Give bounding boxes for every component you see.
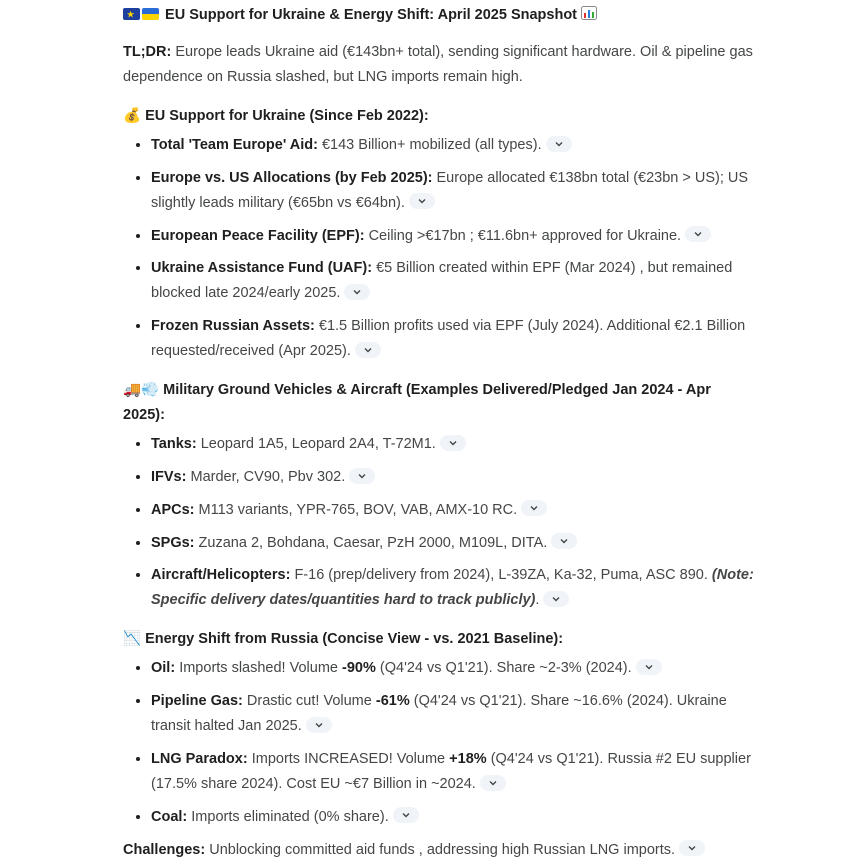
page-title bbox=[123, 3, 755, 28]
item-stat: +18% bbox=[449, 750, 487, 767]
chevron-down-icon bbox=[357, 472, 367, 480]
chevron-down-icon bbox=[314, 721, 324, 729]
money-bag-icon: 💰 bbox=[123, 108, 142, 124]
list-item bbox=[151, 224, 755, 249]
item-note: (Note: Specific delivery dates/quantities hard to track publicly) bbox=[151, 567, 754, 609]
item-label: Total 'Team Europe' Aid: bbox=[151, 137, 318, 153]
response-content bbox=[123, 0, 755, 863]
bar-chart-icon bbox=[581, 6, 597, 20]
source-chevron-button[interactable] bbox=[685, 226, 711, 242]
item-text: €5 Billion created within EPF (Mar 2024) , but remained blocked late 2024/early 2025. bbox=[151, 260, 733, 302]
item-label: Aircraft/Helicopters: bbox=[151, 567, 291, 584]
chevron-down-icon bbox=[687, 844, 697, 852]
list-item bbox=[151, 498, 755, 523]
chevron-down-icon bbox=[554, 140, 564, 148]
item-note-end: . bbox=[535, 592, 540, 609]
source-chevron-button[interactable] bbox=[480, 775, 506, 791]
item-label: LNG Paradox: bbox=[151, 750, 248, 767]
chevron-down-icon bbox=[417, 197, 427, 205]
list-item bbox=[151, 166, 755, 216]
section-heading-text: Military Ground Vehicles & Aircraft (Examples Delivered/Pledged Jan 2024 - Apr 2025): bbox=[123, 382, 711, 424]
list-item bbox=[151, 563, 755, 613]
list-item bbox=[151, 465, 755, 490]
title-text: EU Support for Ukraine & Energy Shift: April 2025 Snapshot bbox=[165, 7, 577, 23]
item-text: Imports eliminated (0% share). bbox=[191, 808, 389, 825]
list-item bbox=[151, 805, 755, 830]
chevron-down-icon bbox=[551, 595, 561, 603]
item-text: (Q4'24 vs Q1'21). Share ~16.6% (2024). Ukraine transit halted Jan 2025. bbox=[151, 693, 727, 735]
source-chevron-button[interactable] bbox=[521, 500, 547, 516]
source-chevron-button[interactable] bbox=[344, 284, 370, 300]
list-item bbox=[151, 432, 755, 457]
military-list bbox=[123, 432, 755, 613]
list-item bbox=[151, 689, 755, 739]
challenges-label: Challenges: bbox=[123, 841, 206, 858]
chevron-down-icon bbox=[363, 346, 373, 354]
chevron-down-icon bbox=[488, 779, 498, 787]
chart-decreasing-icon: 📉 bbox=[123, 631, 142, 648]
section-heading-text: EU Support for Ukraine (Since Feb 2022): bbox=[145, 108, 429, 124]
source-chevron-button[interactable] bbox=[636, 659, 662, 675]
item-label: European Peace Facility (EPF): bbox=[151, 227, 365, 244]
source-chevron-button[interactable] bbox=[551, 533, 577, 549]
chevron-down-icon bbox=[693, 230, 703, 238]
source-chevron-button[interactable] bbox=[440, 435, 466, 451]
item-text: Zuzana 2, Bohdana, Caesar, PzH 2000, M109L, DITA. bbox=[198, 534, 548, 551]
item-label: Tanks: bbox=[151, 436, 197, 453]
tldr-text: Europe leads Ukraine aid (€143bn+ total), sending significant hardware. Oil & pipeline gas dependence on Russia slashed, but LNG imports remain high. bbox=[123, 44, 753, 85]
item-label: Coal: bbox=[151, 808, 188, 825]
item-text: Marder, CV90, Pbv 302. bbox=[190, 468, 346, 485]
item-text: €1.5 Billion profits used via EPF (July 2024). Additional €2.1 Billion requested/received (Apr 2025). bbox=[151, 318, 746, 360]
source-chevron-button[interactable] bbox=[679, 840, 705, 856]
item-text: F-16 (prep/delivery from 2024), L-39ZA, Ka-32, Puma, ASC 890. bbox=[294, 567, 708, 584]
chevron-down-icon bbox=[352, 288, 362, 296]
item-label: Pipeline Gas: bbox=[151, 693, 243, 710]
chevron-down-icon bbox=[448, 439, 458, 447]
item-text: €143 Billion+ mobilized (all types). bbox=[321, 137, 542, 153]
chevron-down-icon bbox=[559, 537, 569, 545]
list-item bbox=[151, 256, 755, 306]
item-label: APCs: bbox=[151, 501, 195, 518]
section-heading-military bbox=[123, 378, 755, 428]
list-item bbox=[151, 133, 755, 158]
list-item bbox=[151, 531, 755, 556]
challenges-paragraph bbox=[123, 838, 755, 863]
tldr-label: TL;DR: bbox=[123, 44, 172, 60]
eu-flag-icon bbox=[123, 8, 140, 20]
list-item bbox=[151, 656, 755, 681]
challenges-text: Unblocking committed aid funds , addressing high Russian LNG imports. bbox=[209, 841, 676, 858]
ukraine-flag-icon bbox=[142, 8, 159, 20]
item-text: Imports INCREASED! Volume bbox=[251, 750, 446, 767]
source-chevron-button[interactable] bbox=[543, 591, 569, 607]
eu-support-list bbox=[123, 133, 755, 364]
item-text: M113 variants, YPR-765, BOV, VAB, AMX-10 RC. bbox=[198, 501, 518, 518]
item-stat: -90% bbox=[342, 660, 376, 677]
item-text: Drastic cut! Volume bbox=[246, 693, 372, 710]
source-chevron-button[interactable] bbox=[393, 807, 419, 823]
item-text: Leopard 1A5, Leopard 2A4, T-72M1. bbox=[200, 436, 436, 453]
section-heading-eu-support bbox=[123, 104, 755, 129]
item-label: Frozen Russian Assets: bbox=[151, 318, 315, 335]
list-item bbox=[151, 747, 755, 797]
source-chevron-button[interactable] bbox=[409, 193, 435, 209]
item-text: Europe allocated €138bn total (€23bn > US); US slightly leads military (€65bn vs €64bn). bbox=[151, 169, 749, 211]
section-heading-text: Energy Shift from Russia (Concise View - vs. 2021 Baseline): bbox=[145, 631, 564, 648]
item-label: SPGs: bbox=[151, 534, 195, 551]
item-text: (Q4'24 vs Q1'21). Russia #2 EU supplier (17.5% share 2024). Cost EU ~€7 Billion in ~2024. bbox=[151, 750, 751, 792]
item-label: Oil: bbox=[151, 660, 176, 677]
list-item bbox=[151, 314, 755, 364]
item-text: Imports slashed! Volume bbox=[179, 660, 338, 677]
truck-dash-icon: 🚚💨 bbox=[123, 382, 160, 399]
item-label: Ukraine Assistance Fund (UAF): bbox=[151, 260, 373, 277]
item-label: IFVs: bbox=[151, 468, 187, 485]
tldr-paragraph bbox=[123, 40, 755, 90]
section-heading-energy bbox=[123, 627, 755, 652]
source-chevron-button[interactable] bbox=[349, 468, 375, 484]
chevron-down-icon bbox=[529, 504, 539, 512]
item-text: Ceiling >€17bn ; €11.6bn+ approved for Ukraine. bbox=[368, 227, 682, 244]
source-chevron-button[interactable] bbox=[546, 136, 572, 152]
chevron-down-icon bbox=[644, 663, 654, 671]
source-chevron-button[interactable] bbox=[306, 717, 332, 733]
item-stat: -61% bbox=[375, 693, 410, 710]
item-label: Europe vs. US Allocations (by Feb 2025): bbox=[151, 169, 433, 186]
source-chevron-button[interactable] bbox=[355, 342, 381, 358]
item-text: (Q4'24 vs Q1'21). Share ~2-3% (2024). bbox=[379, 660, 632, 677]
energy-list bbox=[123, 656, 755, 829]
chevron-down-icon bbox=[401, 811, 411, 819]
